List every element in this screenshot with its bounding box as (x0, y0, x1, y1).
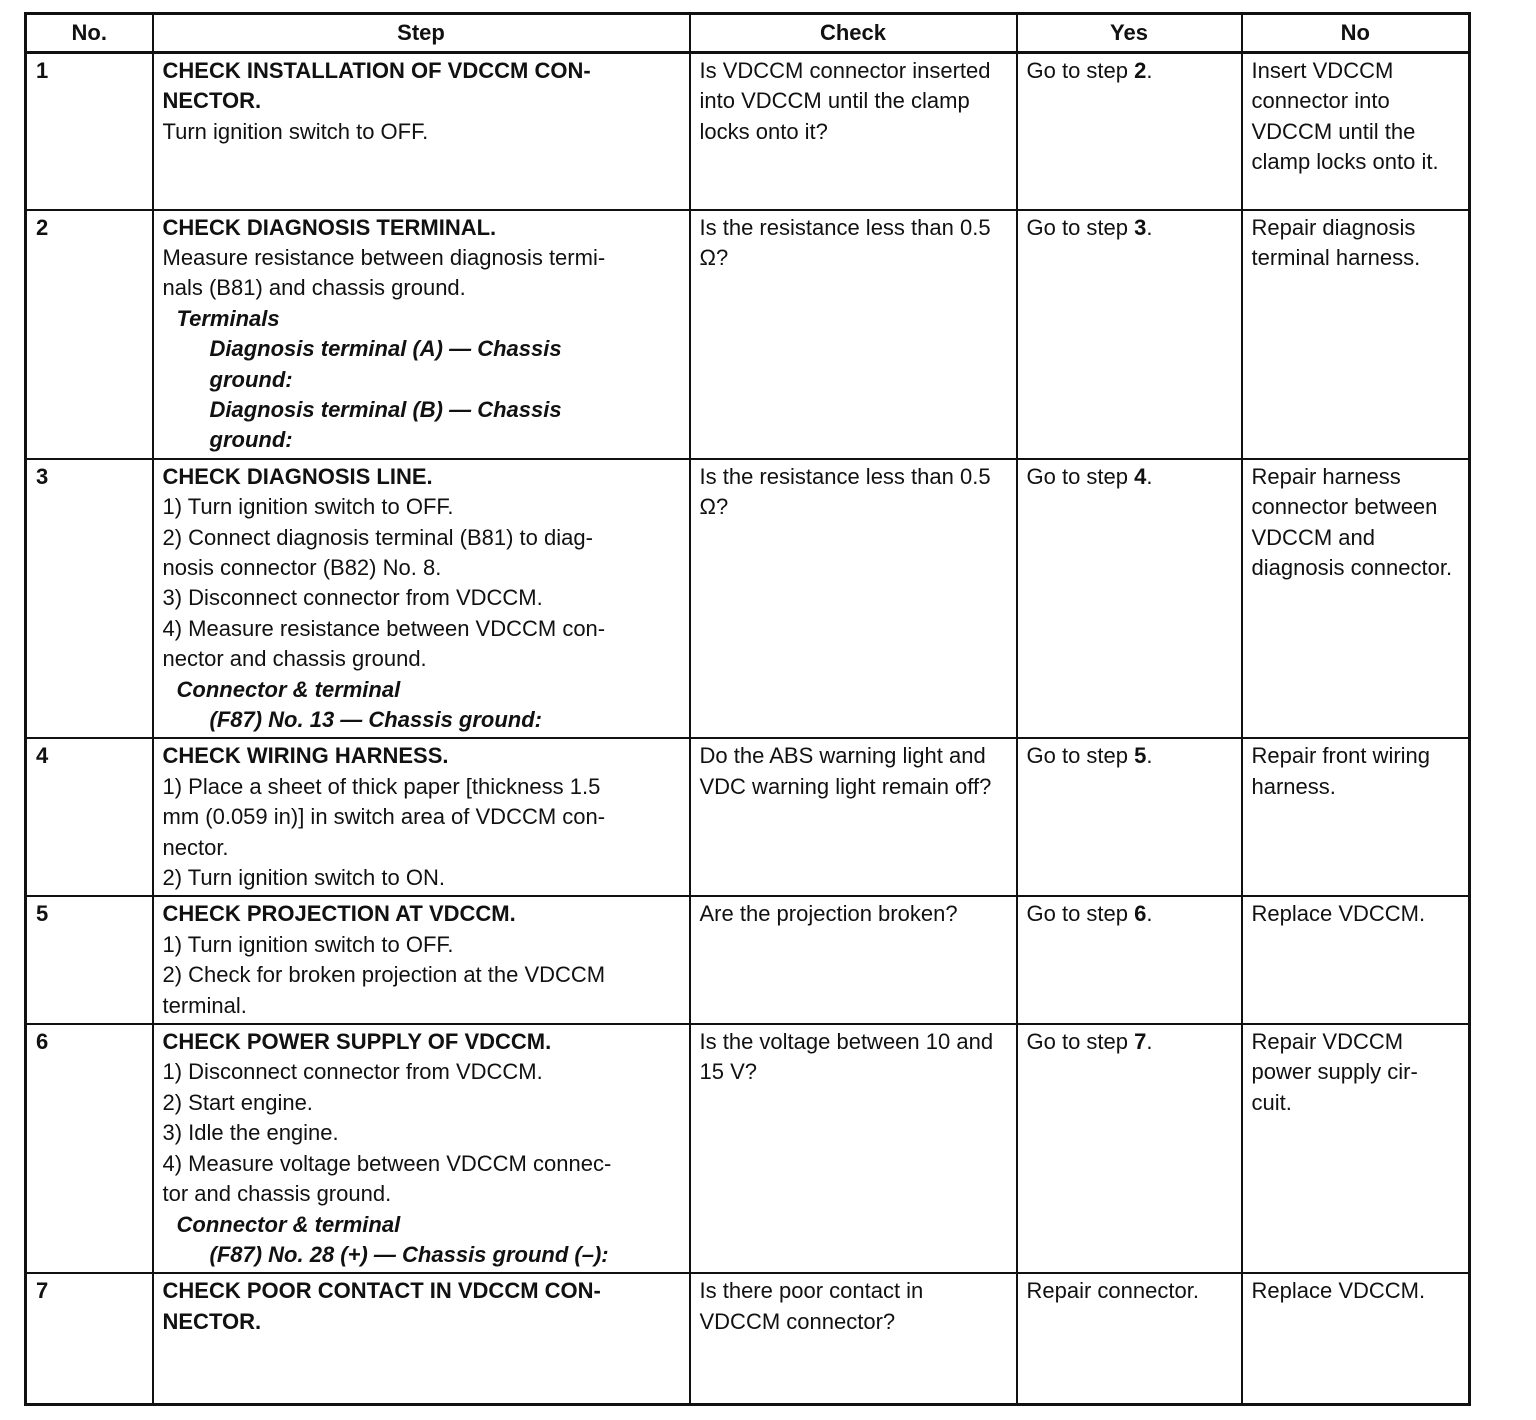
no-action-cell (1242, 459, 1470, 739)
step-instruction: 1) Turn ignition switch to OFF. (162, 494, 454, 520)
yes-period: . (1146, 743, 1153, 769)
step-number: 3 (26, 459, 153, 739)
step-title: CHECK INSTALLATION OF VDCCM CON- NECTOR. (162, 58, 591, 114)
step-cell (153, 896, 690, 1024)
yes-text: Go to step (1026, 58, 1135, 83)
step-number: 5 (26, 896, 153, 1024)
check-cell: Is VDCCM connector inserted into VDCCM until the clamp locks onto it? (690, 53, 1017, 210)
check-cell: Is the resistance less than 0.5 Ω? (690, 459, 1017, 739)
no-action-cell (1242, 1273, 1470, 1404)
step-title: CHECK PROJECTION AT VDCCM. (162, 901, 516, 927)
yes-text: Go to step (1026, 1029, 1135, 1055)
table-row (26, 459, 1470, 739)
step-subheading: Connector & terminal (176, 676, 401, 702)
yes-period: . (1146, 214, 1153, 240)
header-step: Step (153, 14, 690, 53)
table-row (26, 738, 1470, 896)
step-instruction: 3) Disconnect connector from VDCCM. (162, 585, 543, 611)
header-no: No. (26, 14, 153, 53)
diagnostic-table (24, 12, 1471, 1406)
yes-cell (1017, 1273, 1242, 1404)
yes-step-number: 5 (1134, 743, 1147, 769)
step-terminal-spec: Diagnosis terminal (A) — Chassis ground: (209, 336, 562, 392)
step-cell (153, 1024, 690, 1273)
yes-text: Go to step (1026, 463, 1135, 489)
table-row (26, 1024, 1470, 1273)
no-action-text: Replace VDCCM. (1251, 901, 1426, 927)
step-number: 2 (26, 210, 153, 459)
yes-text: Go to step (1026, 901, 1135, 927)
step-title: CHECK WIRING HARNESS. (162, 743, 449, 769)
step-terminal-spec: (F87) No. 13 — Chassis ground: (209, 707, 542, 732)
step-cell (153, 1273, 690, 1404)
table-row (26, 1273, 1470, 1404)
step-instruction: 1) Place a sheet of thick paper [thickness 1.5 mm (0.059 in)] in switch area of VDCCM con- nector. (162, 773, 606, 860)
yes-step-number: 6 (1134, 901, 1147, 927)
no-action-text: Repair front wiring harness. (1251, 743, 1431, 799)
yes-cell (1017, 1024, 1242, 1273)
yes-period: . (1146, 1029, 1153, 1055)
yes-period: . (1146, 463, 1153, 489)
no-action-text: Repair diagnosis terminal harness. (1251, 214, 1421, 270)
step-title: CHECK DIAGNOSIS LINE. (162, 463, 433, 489)
table-body (26, 53, 1470, 1405)
step-instruction: Turn ignition switch to OFF. (162, 118, 429, 144)
yes-period: . (1146, 58, 1153, 83)
check-cell: Do the ABS warning light and VDC warning light remain off? (690, 738, 1017, 896)
step-instruction: 1) Disconnect connector from VDCCM. (162, 1059, 543, 1085)
step-title: CHECK POWER SUPPLY OF VDCCM. (162, 1029, 552, 1055)
no-action-cell (1242, 1024, 1470, 1273)
no-action-text: Repair harness connector between VDCCM and diagnosis connector. (1251, 463, 1453, 580)
step-number: 1 (26, 53, 153, 210)
step-instruction: 2) Check for broken projection at the VDCCM terminal. (162, 962, 606, 1018)
step-terminal-spec: (F87) No. 28 (+) — Chassis ground (–): (209, 1241, 609, 1267)
step-subheading: Connector & terminal (176, 1211, 401, 1237)
step-cell (153, 738, 690, 896)
yes-cell (1017, 210, 1242, 459)
no-action-cell (1242, 738, 1470, 896)
step-terminal-spec: Diagnosis terminal (B) — Chassis ground: (209, 396, 562, 453)
step-cell (153, 53, 690, 210)
step-instruction: 2) Connect diagnosis terminal (B81) to diag- nosis connector (B82) No. 8. (162, 524, 593, 580)
yes-cell (1017, 459, 1242, 739)
step-number: 6 (26, 1024, 153, 1273)
yes-text: Repair connector. (1026, 1278, 1199, 1304)
step-number: 7 (26, 1273, 153, 1404)
step-instruction: Measure resistance between diagnosis termi- nals (B81) and chassis ground. (162, 244, 606, 301)
step-instruction: 1) Turn ignition switch to OFF. (162, 931, 454, 957)
yes-text: Go to step (1026, 214, 1135, 240)
table-row (26, 210, 1470, 459)
step-cell (153, 459, 690, 739)
yes-cell (1017, 53, 1242, 210)
yes-step-number: 4 (1134, 463, 1147, 489)
no-action-cell (1242, 210, 1470, 459)
header-check: Check (690, 14, 1017, 53)
step-instruction: 4) Measure voltage between VDCCM connec- tor and chassis ground. (162, 1150, 612, 1207)
step-title: CHECK DIAGNOSIS TERMINAL. (162, 214, 497, 240)
no-action-cell (1242, 896, 1470, 1024)
yes-cell (1017, 896, 1242, 1024)
step-subheading: Terminals (176, 305, 280, 331)
step-instruction: 2) Turn ignition switch to ON. (162, 865, 445, 891)
step-instruction: 4) Measure resistance between VDCCM con- nector and chassis ground. (162, 615, 606, 672)
yes-step-number: 7 (1134, 1029, 1147, 1055)
check-cell: Is there poor contact in VDCCM connector? (690, 1273, 1017, 1404)
no-action-text: Insert VDCCM connector into VDCCM until the clamp locks onto it. (1251, 58, 1439, 175)
table-row (26, 53, 1470, 210)
yes-period: . (1146, 901, 1153, 927)
step-number: 4 (26, 738, 153, 896)
step-cell (153, 210, 690, 459)
yes-step-number: 3 (1134, 214, 1147, 240)
no-action-text: Replace VDCCM. (1251, 1278, 1426, 1304)
no-action-cell (1242, 53, 1470, 210)
check-cell: Is the resistance less than 0.5 Ω? (690, 210, 1017, 459)
step-instruction: 3) Idle the engine. (162, 1120, 339, 1146)
header-no-action: No (1242, 14, 1470, 53)
check-cell: Are the projection broken? (690, 896, 1017, 1024)
step-instruction: 2) Start engine. (162, 1089, 313, 1115)
header-yes: Yes (1017, 14, 1242, 53)
yes-step-number: 2 (1134, 58, 1147, 83)
step-title: CHECK POOR CONTACT IN VDCCM CON- NECTOR. (162, 1278, 601, 1334)
no-action-text: Repair VDCCM power supply cir- cuit. (1251, 1029, 1418, 1115)
table-row (26, 896, 1470, 1024)
yes-text: Go to step (1026, 743, 1135, 769)
yes-cell (1017, 738, 1242, 896)
header-row (26, 14, 1470, 53)
check-cell: Is the voltage between 10 and 15 V? (690, 1024, 1017, 1273)
